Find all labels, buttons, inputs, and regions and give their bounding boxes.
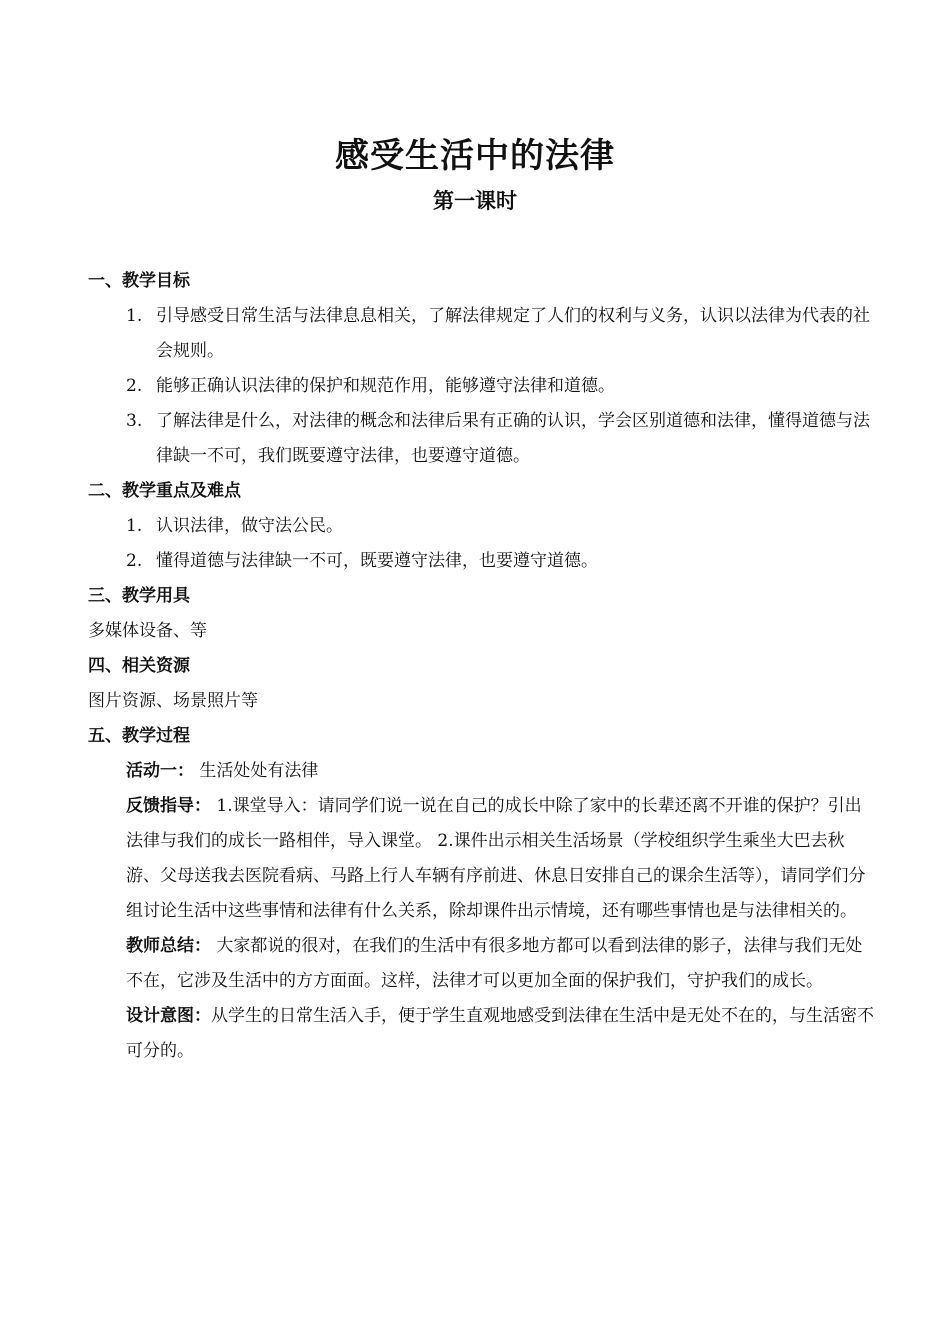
list-text: 懂得道德与法律缺一不可，既要遵守法律，也要遵守道德。 [156, 551, 598, 571]
list-text: 了解法律是什么，对法律的概念和法律后果有正确的认识，学会区别道德和法律，懂得道德与法律缺一不可，我们既要遵守法律，也要遵守道德。 [156, 411, 870, 466]
activity-label: 活动一： [126, 761, 194, 781]
feedback-paragraph [88, 789, 878, 929]
section-text: 图片资源、场景照片等 [88, 691, 258, 711]
list-item [88, 299, 878, 369]
section-text: 多媒体设备、等 [88, 621, 207, 641]
document-subtitle: 第一课时 [433, 189, 517, 213]
list-number: 2. [126, 551, 143, 571]
list-number: 1. [126, 516, 143, 536]
list-item [88, 369, 878, 404]
feedback-label: 反馈指导： [126, 796, 211, 816]
list-number: 3. [126, 411, 143, 431]
list-item [88, 509, 878, 544]
list-number: 2. [126, 376, 143, 396]
summary-text: 大家都说的很对，在我们的生活中有很多地方都可以看到法律的影子，法律与我们无处不在，它涉及生活中的方方面面。这样，法律才可以更加全面的保护我们，守护我们的成长。 [126, 936, 863, 991]
list-item [88, 544, 878, 579]
activity-text: 生活处处有法律 [194, 761, 319, 781]
list-text: 能够正确认识法律的保护和规范作用，能够遵守法律和道德。 [156, 376, 615, 396]
section-heading: 三、教学用具 [88, 586, 190, 606]
list-text: 认识法律，做守法公民。 [156, 516, 343, 536]
list-number: 1. [126, 306, 143, 326]
section-heading: 五、教学过程 [88, 726, 190, 746]
section-heading: 四、相关资源 [88, 656, 190, 676]
activity-paragraph [88, 754, 878, 789]
design-label: 设计意图： [126, 1006, 211, 1026]
summary-paragraph [88, 929, 878, 999]
document-body [88, 264, 878, 1069]
design-text: 从学生的日常生活入手，便于学生直观地感受到法律在生活中是无处不在的，与生活密不可分的。 [126, 1006, 874, 1061]
list-item [88, 404, 878, 474]
section-heading: 二、教学重点及难点 [88, 481, 241, 501]
section-heading: 一、教学目标 [88, 271, 190, 291]
list-text: 引导感受日常生活与法律息息相关，了解法律规定了人们的权利与义务，认识以法律为代表的社会规则。 [156, 306, 870, 361]
design-paragraph [88, 999, 878, 1069]
feedback-text: 1.课堂导入：请同学们说一说在自己的成长中除了家中的长辈还离不开谁的保护？引出法律与我们的成长一路相伴，导入课堂。 2.课件出示相关生活场景（学校组织学生乘坐大巴去秋游、父母送我去医院看病、马路上行人车辆有序前进、休息日安排自己的课余生活等），请同学们分组讨论生活中这些事情和法律有什么关系，除却课件出示情境，还有哪些事情也是与法律相关的。 [126, 796, 866, 921]
document-title: 感受生活中的法律 [335, 136, 615, 176]
summary-label: 教师总结： [126, 936, 211, 956]
